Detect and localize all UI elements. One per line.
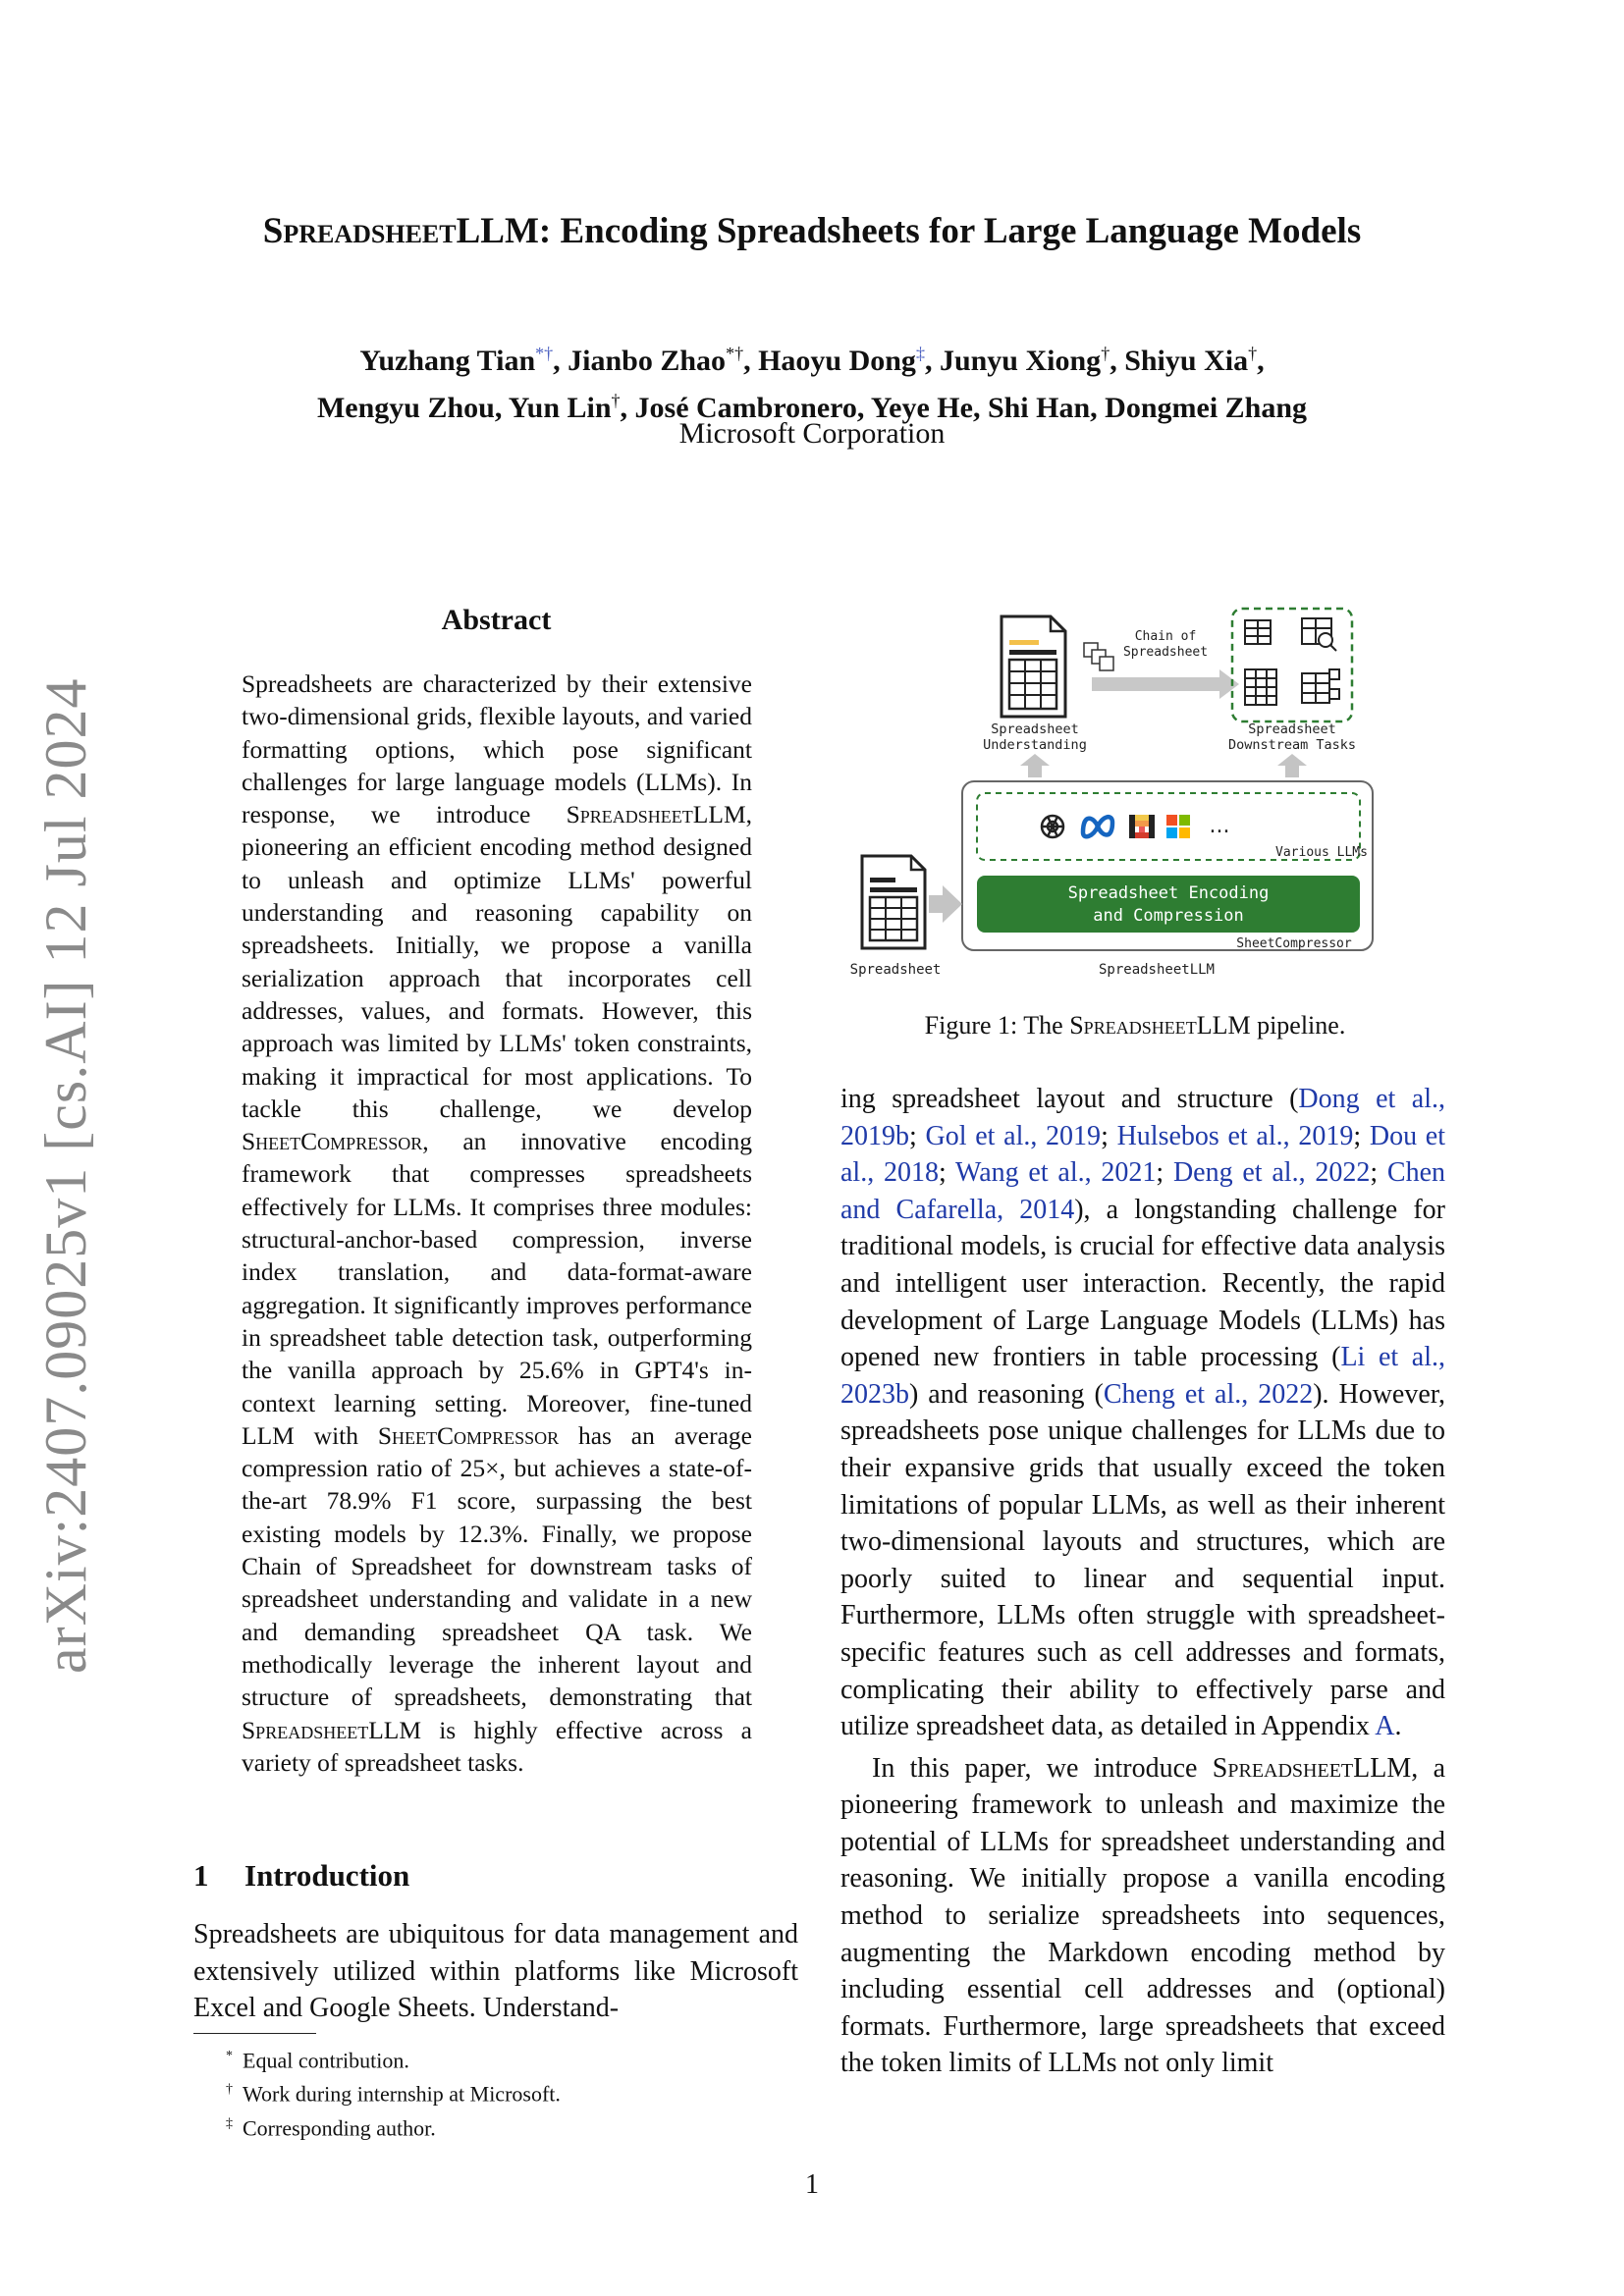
author-mark: *† (726, 344, 744, 363)
section-title: Introduction (244, 1858, 410, 1893)
meta-logo-icon (1083, 817, 1112, 836)
author-mark: *† (535, 344, 554, 363)
chain-label: Chain of (1134, 629, 1197, 644)
encoding-label: Spreadsheet Encoding (1067, 883, 1270, 903)
citation-link[interactable]: Gol et al., 2019 (925, 1120, 1102, 1151)
citation-link[interactable]: Chen and Cafarella, 2014 (840, 1157, 1446, 1225)
citation-link[interactable]: Dou et al., 2018 (840, 1120, 1446, 1189)
mistral-logo-icon (1129, 815, 1155, 838)
author: Yeye He (870, 392, 973, 424)
author: Shi Han (987, 392, 1091, 424)
understanding-label: Spreadsheet (991, 721, 1079, 737)
various-llms-label: Various LLMs (1275, 845, 1368, 860)
author: Junyu Xiong (939, 345, 1102, 377)
openai-logo-icon (1042, 816, 1063, 837)
input-spreadsheet-icon (862, 856, 925, 948)
up-arrow-left (1020, 754, 1050, 777)
abstract-heading: Abstract (441, 604, 552, 636)
paragraph: ing spreadsheet layout and structure (Dong et al., 2019b; Gol et al., 2019; Hulsebos et al., 2019; Dou et al., 2018; Wang et al., 2021; Deng et al., 2022; Chen and Cafarella, 2014), a longstanding challenge for traditional models, is crucial for effective data analysis and intelligent user interaction. Recently, the rapid development of Large Language Models (LLMs) has opened new frontiers in table processing (Li et al., 2023b) and reasoning (Cheng et al., 2022). However, spreadsheets pose unique challenges for LLMs due to their expansive grids that usually exceed the token limitations of popular LLMs, as well as their inherent two-dimensional layouts and structures, which are poorly suited to linear and sequential input. Furthermore, LLMs often struggle with spreadsheet-specific features such as cell addresses and formats, complicating their ability to effectively parse and utilize spreadsheet data, as detailed in Appendix A. (840, 1084, 1446, 1742)
author-mark: † (611, 391, 621, 410)
footnote: ‡ Corresponding author. (226, 2114, 436, 2140)
author: Mengyu Zhou (316, 392, 495, 424)
paper-title (0, 210, 1624, 252)
author-mark: ‡ (915, 344, 925, 363)
section-number: 1 (193, 1858, 209, 1893)
author: Yuzhang Tian (359, 345, 536, 377)
spreadsheet-document-icon (1001, 616, 1065, 717)
author: José Cambronero (634, 392, 857, 424)
author: Shiyu Xia (1124, 345, 1249, 377)
section-heading-introduction (193, 1858, 409, 1894)
figure-caption: Figure 1: The SpreadsheetLLM pipeline. (924, 1011, 1346, 1040)
author: Yun Lin (508, 392, 612, 424)
understanding-label: Understanding (983, 737, 1087, 753)
sheetcompressor-label: SheetCompressor (1236, 936, 1352, 951)
author: Jianbo Zhao (568, 345, 727, 377)
footnote: † Work during internship at Microsoft. (226, 2081, 561, 2107)
author-mark: † (1248, 344, 1258, 363)
affiliation: Microsoft Corporation (678, 417, 946, 450)
pipeline-figure (835, 599, 1435, 991)
intro-paragraph: Spreadsheets are ubiquitous for data management and extensively utilized within platforms like Microsoft Excel and Google Sheets. Understand- (193, 1919, 798, 2023)
arxiv-identifier: arXiv:2407.09025v1 [cs.AI] 12 Jul 2024 (33, 677, 98, 1674)
encoding-label: and Compression (1093, 906, 1244, 926)
citation-link[interactable]: Wang et al., 2021 (955, 1157, 1157, 1189)
chain-arrow (1092, 669, 1239, 699)
chain-label: Spreadsheet (1122, 645, 1209, 660)
citation-link[interactable]: Cheng et al., 2022 (1103, 1378, 1314, 1410)
appendix-link[interactable]: A (1375, 1711, 1395, 1742)
more-llms-ellipsis: ... (1209, 814, 1230, 838)
author-line-2: Mengyu Zhou, Yun Lin†, José Cambronero, Yeye He, Shi Han, Dongmei Zhang (316, 391, 1308, 424)
citation-link[interactable]: Deng et al., 2022 (1172, 1157, 1371, 1189)
author: Haoyu Dong (758, 345, 916, 377)
author-line-1: Yuzhang Tian*†, Jianbo Zhao*†, Haoyu Dong‡, Junyu Xiong†, Shiyu Xia†, (359, 344, 1265, 377)
author-mark: † (1101, 344, 1110, 363)
page-number: 1 (805, 2169, 819, 2200)
citation-link[interactable]: Dong et al., 2019b (840, 1084, 1445, 1151)
downstream-tasks-box (1232, 609, 1352, 721)
small-table-icon (1084, 643, 1113, 670)
paragraph: In this paper, we introduce SpreadsheetLLM, a pioneering framework to unleash and maximize the potential of LLMs for spreadsheet understanding and reasoning. We initially propose a vanilla encoding method to serialize spreadsheets into sequences, augmenting the Markdown encoding method by including essential cell addresses and (optional) formats. Furthermore, large spreadsheets that exceed the token limits of LLMs not only limit (840, 1752, 1445, 2079)
input-arrow (929, 885, 962, 923)
citation-link[interactable]: Li et al., 2023b (840, 1342, 1445, 1410)
table-tasks-icon (1245, 618, 1339, 705)
title-rest: LLM: Encoding Spreadsheets for Large Language Models (456, 211, 1362, 251)
abstract-body: Spreadsheets are characterized by their extensive two-dimensional grids, flexible layouts, and varied formatting options, which pose significant challenges for large language models (LLMs). In response, we introduce SpreadsheetLLM, pioneering an efficient encoding method designed to unleash and optimize LLMs' powerful understanding and reasoning capability on spreadsheets. Initially, we propose a vanilla serialization approach that incorporates cell addresses, values, and formats. However, this approach was limited by LLMs' token constraints, making it impractical for most applications. To tackle this challenge, we develop SheetCompressor, an innovative encoding framework that compresses spreadsheets effectively for LLMs. It comprises three modules: structural-anchor-based compression, inverse index translation, and data-format-aware aggregation. It significantly improves performance in spreadsheet table detection task, outperforming the vanilla approach by 25.6% in GPT4's in-context learning setting. Moreover, fine-tuned LLM with SheetCompressor has an average compression ratio of 25×, but achieves a state-of-the-art 78.9% F1 score, surpassing the best existing models by 12.3%. Finally, we propose Chain of Spreadsheet for downstream tasks of spreadsheet understanding and validate in a new and demanding spreadsheet QA task. We methodically leverage the inherent layout and structure of spreadsheets, demonstrating that SpreadsheetLLM is highly effective across a variety of spreadsheet tasks. (242, 669, 752, 1777)
footnote: * Equal contribution. (226, 2048, 409, 2073)
right-column-text (840, 1081, 1445, 2082)
footnotes (226, 2042, 561, 2143)
downstream-label: Spreadsheet (1248, 721, 1336, 737)
up-arrow-right (1277, 754, 1307, 777)
microsoft-logo-icon (1166, 815, 1190, 838)
title-small-caps: Spreadsheet (262, 211, 457, 251)
author: Dongmei Zhang (1105, 392, 1308, 424)
citation-link[interactable]: Hulsebos et al., 2019 (1116, 1120, 1354, 1151)
footnote-rule (193, 2033, 316, 2034)
spreadsheetllm-label: SpreadsheetLLM (1098, 962, 1216, 978)
spreadsheet-label: Spreadsheet (849, 962, 942, 978)
downstream-label: Downstream Tasks (1227, 737, 1357, 753)
